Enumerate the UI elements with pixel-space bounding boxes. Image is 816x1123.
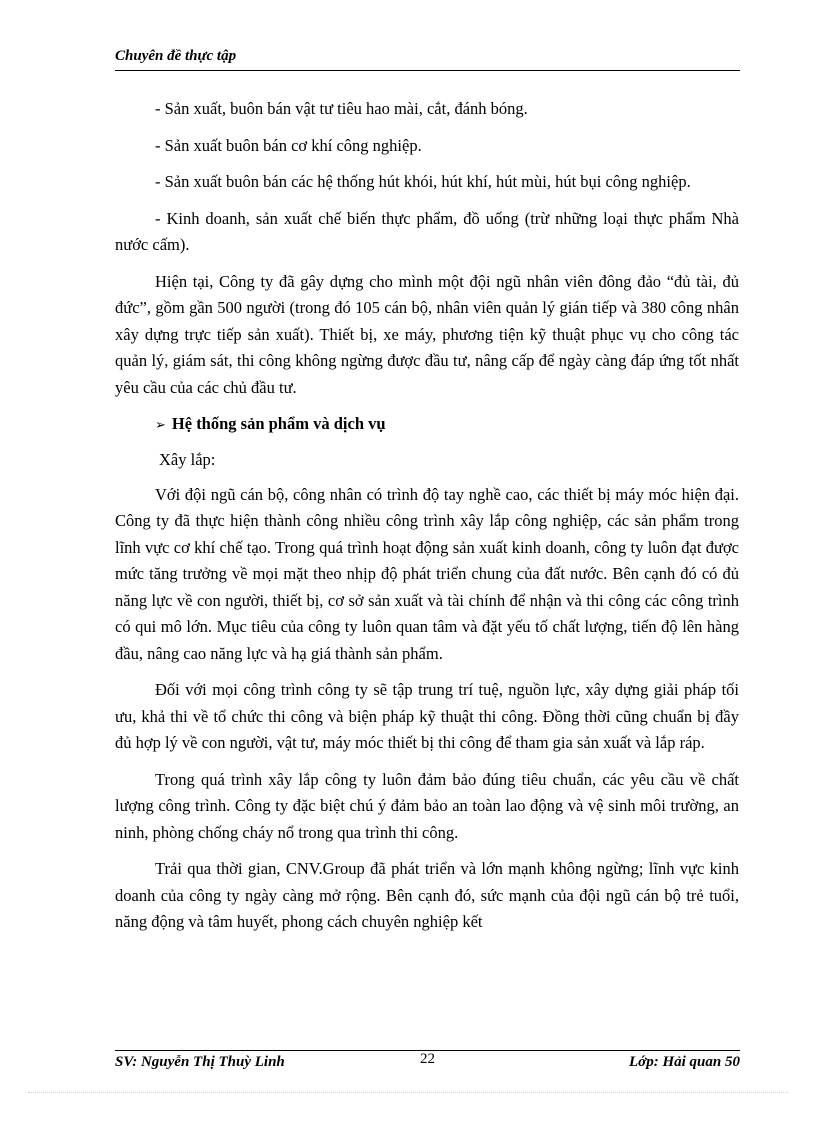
page-number: 22 [420,1051,435,1067]
paragraph: Trong quá trình xây lắp công ty luôn đảm bảo đúng tiêu chuẩn, các yêu cầu về chất lượng công trình. Công ty đặc biệt chú ý đảm bảo an toàn lao động và vệ sinh môi trường, an ninh, phòng chống cháy nổ trong qua trình thi công. [115,769,739,842]
page-footer [115,1051,740,1074]
bullet-item: - Kinh doanh, sản xuất chế biến thực phẩm, đồ uống (trừ những loại thực phẩm Nhà nước cấm). [115,208,739,254]
paragraph: Trải qua thời gian, CNV.Group đã phát triển và lớn mạnh không ngừng; lĩnh vực kinh doanh của công ty ngày càng mở rộng. Bên cạnh đó, sức mạnh của đội ngũ cán bộ trẻ tuổi, năng động và tâm huyết, phong cách chuyên nghiệp kết [115,859,739,931]
bullet-item: - Sản xuất, buôn bán vật tư tiêu hao mài, cắt, đánh bóng. [155,99,528,118]
page-header [115,48,740,65]
paragraph-staff: Hiện tại, Công ty đã gây dựng cho mình một đội ngũ nhân viên đông đảo “đủ tài, đủ đức”, gồm gần 500 người (trong đó 105 cán bộ, nhân viên quản lý gián tiếp và 380 công nhân xây dựng trực tiếp sản xuất). Thiết bị, xe máy, phương tiện kỹ thuật phục vụ cho công tác quản lý, giám sát, thi công không ngừng được đầu tư, nâng cấp để ngày càng đáp ứng tốt nhất yêu cầu của các chủ đầu tư. [115,271,739,397]
arrow-bullet-icon: ➢ [155,418,166,433]
paragraph: Đối với mọi công trình công ty sẽ tập trung trí tuệ, nguồn lực, xây dựng giải pháp tối ưu, khả thi về tổ chức thi công và biện pháp kỹ thuật thi công. Đồng thời cũng chuẩn bị đầy đủ hợp lý về con người, vật tư, máy móc thiết bị thi công để tham gia sản xuất và lắp ráp. [115,680,739,752]
bullet-item: - Sản xuất buôn bán các hệ thống hút khói, hút khí, hút mùi, hút bụi công nghiệp. [155,172,691,191]
bullet-item: - Sản xuất buôn bán cơ khí công nghiệp. [155,135,422,155]
header-divider [115,70,740,71]
section-heading [115,411,739,439]
footer-student: SV: Nguyễn Thị Thuỳ Linh [115,1054,285,1070]
subheading: Xây lắp: [159,450,216,469]
document-body [115,96,739,946]
page-boundary [28,1092,788,1093]
section-heading-text: Hệ thống sản phẩm và dịch vụ [171,414,386,433]
paragraph: Với đội ngũ cán bộ, công nhân có trình độ tay nghề cao, các thiết bị máy móc hiện đại. Công ty đã thực hiện thành công nhiều công trình xây lắp công nghiệp, các sản phẩm trong lĩnh vực cơ khí chế tạo. Trong quá trình hoạt động sản xuất kinh doanh, công ty luôn đạt được mức tăng trưởng về mọi mặt theo nhịp độ phát triển chung của đất nước. Bên cạnh đó có đủ năng lực về con người, thiết bị, cơ sở sản xuất và tài chính để nhận và thi công các công trình có qui mô lớn. Mục tiêu của công ty luôn quan tâm và đặt yếu tố chất lượng, tiến độ lên hàng đầu, nâng cao năng lực và hạ giá thành sản phẩm. [115,484,739,663]
header-title: Chuyên đề thực tập [115,48,237,64]
footer-class: Lớp: Hải quan 50 [629,1054,740,1070]
